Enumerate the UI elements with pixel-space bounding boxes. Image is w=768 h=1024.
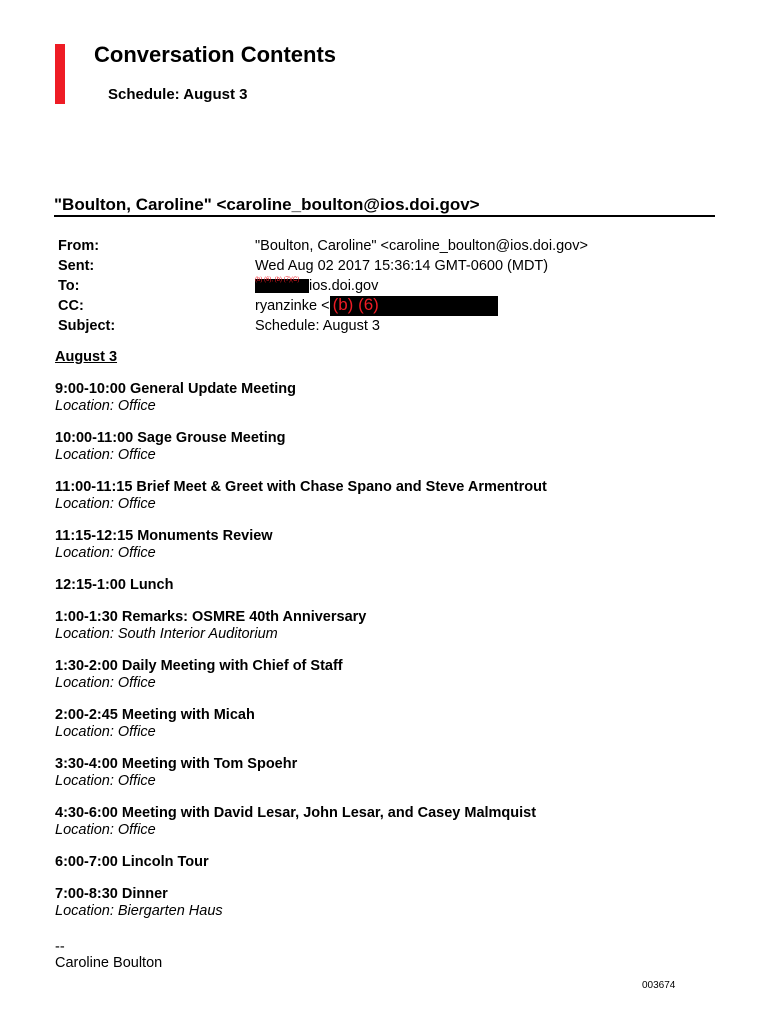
event-location: Location: Office [55,545,156,561]
event-location: Location: Office [55,447,156,463]
agenda-date: August 3 [55,349,118,365]
event-title: 6:00-7:00 Lincoln Tour [55,854,209,870]
agenda-event [55,609,547,643]
agenda-event [55,854,547,871]
event-title: 4:30-6:00 Meeting with David Lesar, John Lesar, and Casey Malmquist [55,805,537,821]
event-title: 2:00-2:45 Meeting with Micah [55,707,255,723]
to-value-wrap [255,276,378,296]
subject-value: Schedule: August 3 [255,318,380,334]
to-label: To: [58,278,80,294]
cc-value: ryanzinke < [255,298,330,314]
from-label: From: [58,238,100,254]
event-title: 7:00-8:30 Dinner [55,886,168,902]
agenda [55,348,547,935]
from-value: "Boulton, Caroline" <caroline_boulton@ios.doi.gov> [255,238,588,254]
event-title: 11:15-12:15 Monuments Review [55,528,273,544]
event-title: 3:30-4:00 Meeting with Tom Spoehr [55,756,298,772]
event-title: 10:00-11:00 Sage Grouse Meeting [55,430,286,446]
event-location: Location: Office [55,822,156,838]
red-accent-bar [55,44,65,104]
to-redaction-code: (b) (6), (b) (7)(C) [255,277,300,284]
event-title: 9:00-10:00 General Update Meeting [55,381,296,397]
event-location: Location: Office [55,724,156,740]
agenda-event [55,886,547,920]
agenda-events [55,381,547,920]
agenda-event [55,479,547,513]
signature-dashes: -- [55,939,65,955]
agenda-event [55,381,547,415]
cc-label: CC: [58,298,84,314]
event-location: Location: Office [55,398,156,414]
page-subtitle: Schedule: August 3 [108,86,248,103]
event-title: 12:15-1:00 Lunch [55,577,174,593]
sent-label: Sent: [58,258,95,274]
agenda-event [55,577,547,594]
event-title: 1:30-2:00 Daily Meeting with Chief of Staff [55,658,343,674]
to-redaction-box [255,279,309,293]
sent-value: Wed Aug 02 2017 15:36:14 GMT-0600 (MDT) [255,258,549,274]
event-title: 11:00-11:15 Brief Meet & Greet with Chase Spano and Steve Armentrout [55,479,547,495]
cc-redaction-code: (b) (6) [332,295,379,315]
heading-divider [54,215,715,217]
agenda-event [55,805,547,839]
event-title: 1:00-1:30 Remarks: OSMRE 40th Anniversary [55,609,367,625]
agenda-event [55,707,547,741]
sender-heading: "Boulton, Caroline" <caroline_boulton@ios.doi.gov> [54,195,480,214]
event-location: Location: South Interior Auditorium [55,626,278,642]
event-location: Location: Office [55,496,156,512]
signature [55,940,162,972]
event-location: Location: Biergarten Haus [55,903,223,919]
subject-label: Subject: [58,318,116,334]
agenda-event [55,430,547,464]
page-title: Conversation Contents [94,42,337,67]
cc-value-wrap [255,296,498,316]
event-location: Location: Office [55,675,156,691]
agenda-event [55,528,547,562]
bates-number: 003674 [642,980,676,991]
event-location: Location: Office [55,773,156,789]
to-value: ios.doi.gov [309,278,379,294]
signature-name: Caroline Boulton [55,955,163,971]
agenda-event [55,756,547,790]
cc-redaction-box [330,296,498,316]
agenda-event [55,658,547,692]
